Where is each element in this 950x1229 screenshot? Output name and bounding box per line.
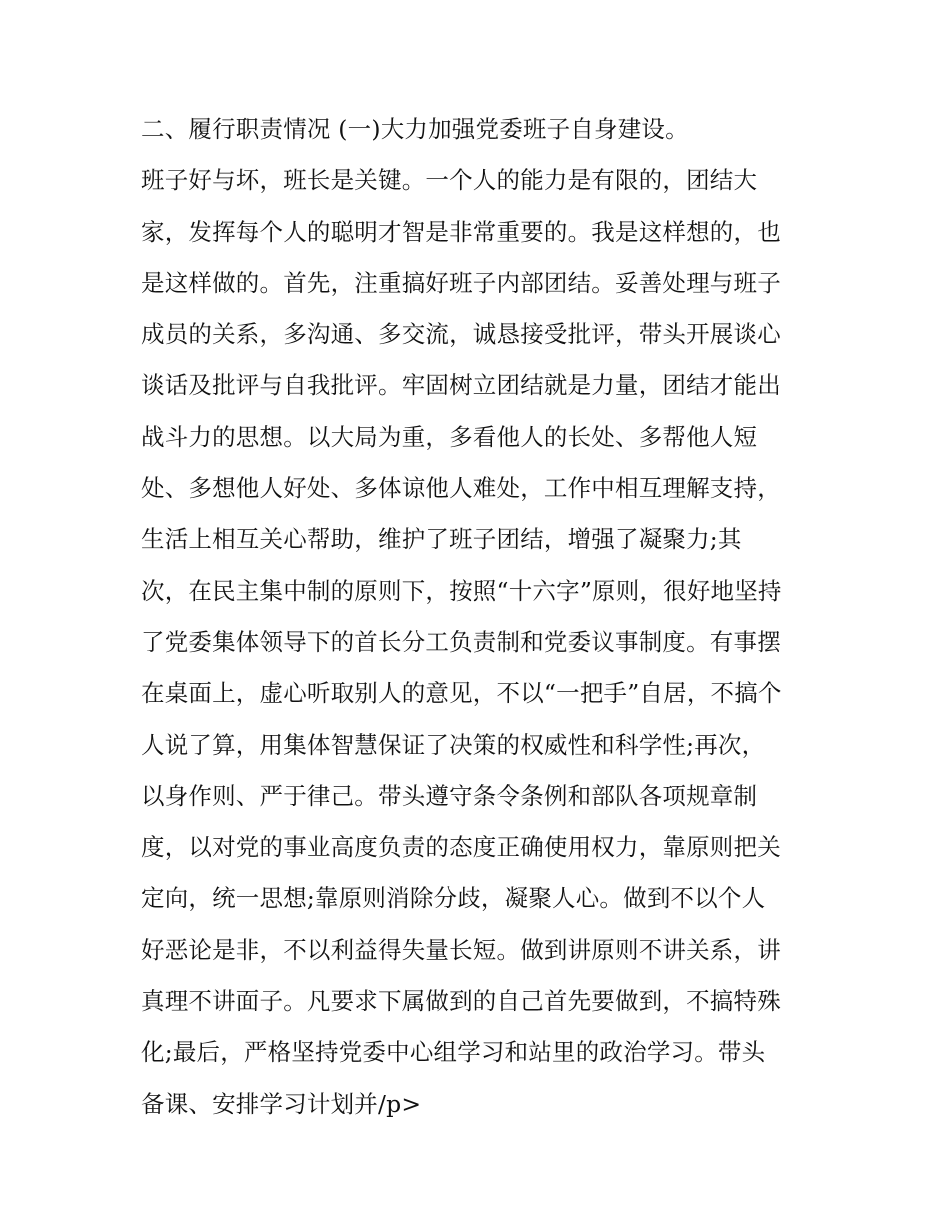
document-line: 在桌面上，虚心听取别人的意见，不以“一把手”自居，不搞个 [141, 679, 782, 708]
document-line: 次，在民主集中制的原则下，按照“十六字”原则，很好地坚持 [141, 576, 782, 605]
document-line: 处、多想他人好处、多体谅他人难处，工作中相互理解支持， [141, 474, 781, 503]
document-line: 以身作则、严于律己。带头遵守条令条例和部队各项规章制 [141, 781, 758, 810]
document-line: 班子好与坏，班长是关键。一个人的能力是有限的，团结大 [141, 166, 758, 195]
document-line: 二、履行职责情况 (一)大力加强党委班子自身建设。 [141, 115, 689, 143]
document-body [141, 109, 831, 1135]
document-line: 了党委集体领导下的首长分工负责制和党委议事制度。有事摆 [141, 627, 781, 656]
document-line: 成员的关系，多沟通、多交流，诚恳接受批评，带头开展谈心 [141, 320, 781, 349]
document-line: 谈话及批评与自我批评。牢固树立团结就是力量，团结才能出 [141, 371, 781, 400]
document-line: 定向，统一思想;靠原则消除分歧，凝聚人心。做到不以个人 [141, 884, 766, 913]
document-line: 家，发挥每个人的聪明才智是非常重要的。我是这样想的，也 [141, 217, 781, 246]
document-line: 好恶论是非，不以利益得失量长短。做到讲原则不讲关系，讲 [141, 935, 781, 964]
document-line: 战斗力的思想。以大局为重，多看他人的长处、多帮他人短 [141, 422, 758, 451]
document-line: 生活上相互关心帮助，维护了班子团结，增强了凝聚力;其 [141, 525, 742, 554]
document-line: 度，以对党的事业高度负责的态度正确使用权力，靠原则把关 [141, 833, 781, 862]
document-line: 是这样做的。首先，注重搞好班子内部团结。妥善处理与班子 [141, 268, 781, 297]
document-line: 真理不讲面子。凡要求下属做到的自己首先要做到，不搞特殊 [141, 987, 781, 1016]
document-line: 化;最后，严格坚持党委中心组学习和站里的政治学习。带头 [141, 1038, 766, 1067]
document-line: 人说了算，用集体智慧保证了决策的权威性和科学性;再次， [141, 730, 766, 759]
document-line: 备课、安排学习计划并/p> [141, 1089, 422, 1118]
